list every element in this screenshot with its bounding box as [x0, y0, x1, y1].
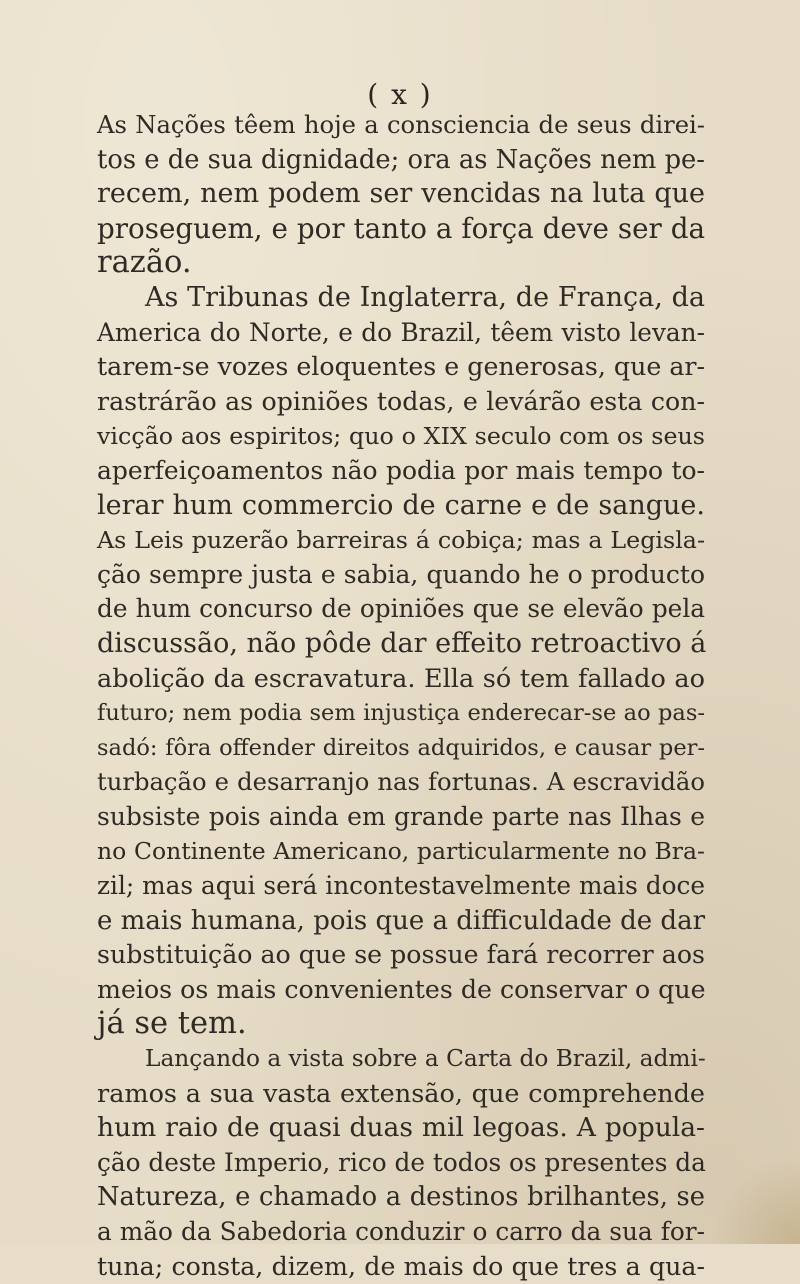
text-line: futuro; nem podia sem injustiça enderecar-se ao pas-	[97, 700, 705, 727]
text-line: e mais humana, pois que a difficuldade de dar	[97, 905, 705, 936]
paragraph-start-line: Lançando a vista sobre a Carta do Brazil, admi-	[145, 1045, 706, 1073]
text-line: ramos a sua vasta extensão, que comprehende	[97, 1078, 705, 1109]
text-line: abolição da escravatura. Ella só tem fallado ao	[97, 663, 705, 694]
text-line: tarem-se vozes eloquentes e generosas, que ar-	[97, 352, 705, 382]
text-line: meios os mais convenientes de conservar o que	[97, 974, 706, 1004]
text-line: aperfeiçoamentos não podia por mais tempo to-	[97, 455, 705, 485]
text-line: Natureza, e chamado a destinos brilhantes, se	[97, 1182, 705, 1213]
text-line: ção sempre justa e sabia, quando he o producto	[97, 559, 705, 589]
text-line: já se tem.	[97, 1006, 247, 1042]
text-line: vicção aos espiritos; quo o XIX seculo com os seus	[97, 422, 705, 451]
text-line: America do Norte, e do Brazil, têem visto levan-	[97, 317, 705, 347]
text-line: hum raio de quasi duas mil legoas. A popula-	[97, 1112, 705, 1144]
text-line: discussão, não pôde dar effeito retroactivo á	[97, 627, 707, 659]
text-line: zil; mas aqui será incontestavelmente mais doce	[97, 871, 705, 901]
text-line: tos e de sua dignidade; ora as Nações nem pe-	[97, 144, 705, 175]
paragraph-start-line: As Tribunas de Inglaterra, de França, da	[145, 281, 705, 313]
body-text	[97, 108, 705, 1284]
text-line: ção deste Imperio, rico de todos os presentes da	[97, 1147, 706, 1177]
text-line: a mão da Sabedoria conduzir o carro da sua for-	[97, 1217, 705, 1246]
text-line: rastrárão as opiniões todas, e levárão esta con-	[97, 386, 705, 416]
text-line: subsiste pois ainda em grande parte nas Ilhas e	[97, 801, 705, 831]
text-line: razão.	[97, 245, 192, 281]
paper-stain	[710, 1154, 800, 1244]
page-number: ( x )	[367, 78, 433, 111]
text-line: substituição ao que se possue fará recorrer aos	[97, 940, 705, 970]
text-line: lerar hum commercio de carne e de sangue.	[97, 489, 705, 521]
text-line: turbação e desarranjo nas fortunas. A escravidão	[97, 767, 705, 797]
text-line: sadó: fôra offender direitos adquiridos, e causar per-	[97, 734, 705, 761]
text-line: no Continente Americano, particularmente no Bra-	[97, 837, 705, 866]
text-line: de hum concurso de opiniões que se elevão pela	[97, 594, 705, 624]
text-line: tuna; consta, dizem, de mais do que tres a qua-	[97, 1251, 705, 1281]
text-line: recem, nem podem ser vencidas na luta que	[97, 178, 705, 210]
text-line: As Nações têem hoje a consciencia de seus direi-	[97, 110, 705, 139]
text-line: As Leis puzerão barreiras á cobiça; mas a Legisla-	[97, 526, 705, 555]
text-line: proseguem, e por tanto a força deve ser da	[97, 211, 705, 245]
